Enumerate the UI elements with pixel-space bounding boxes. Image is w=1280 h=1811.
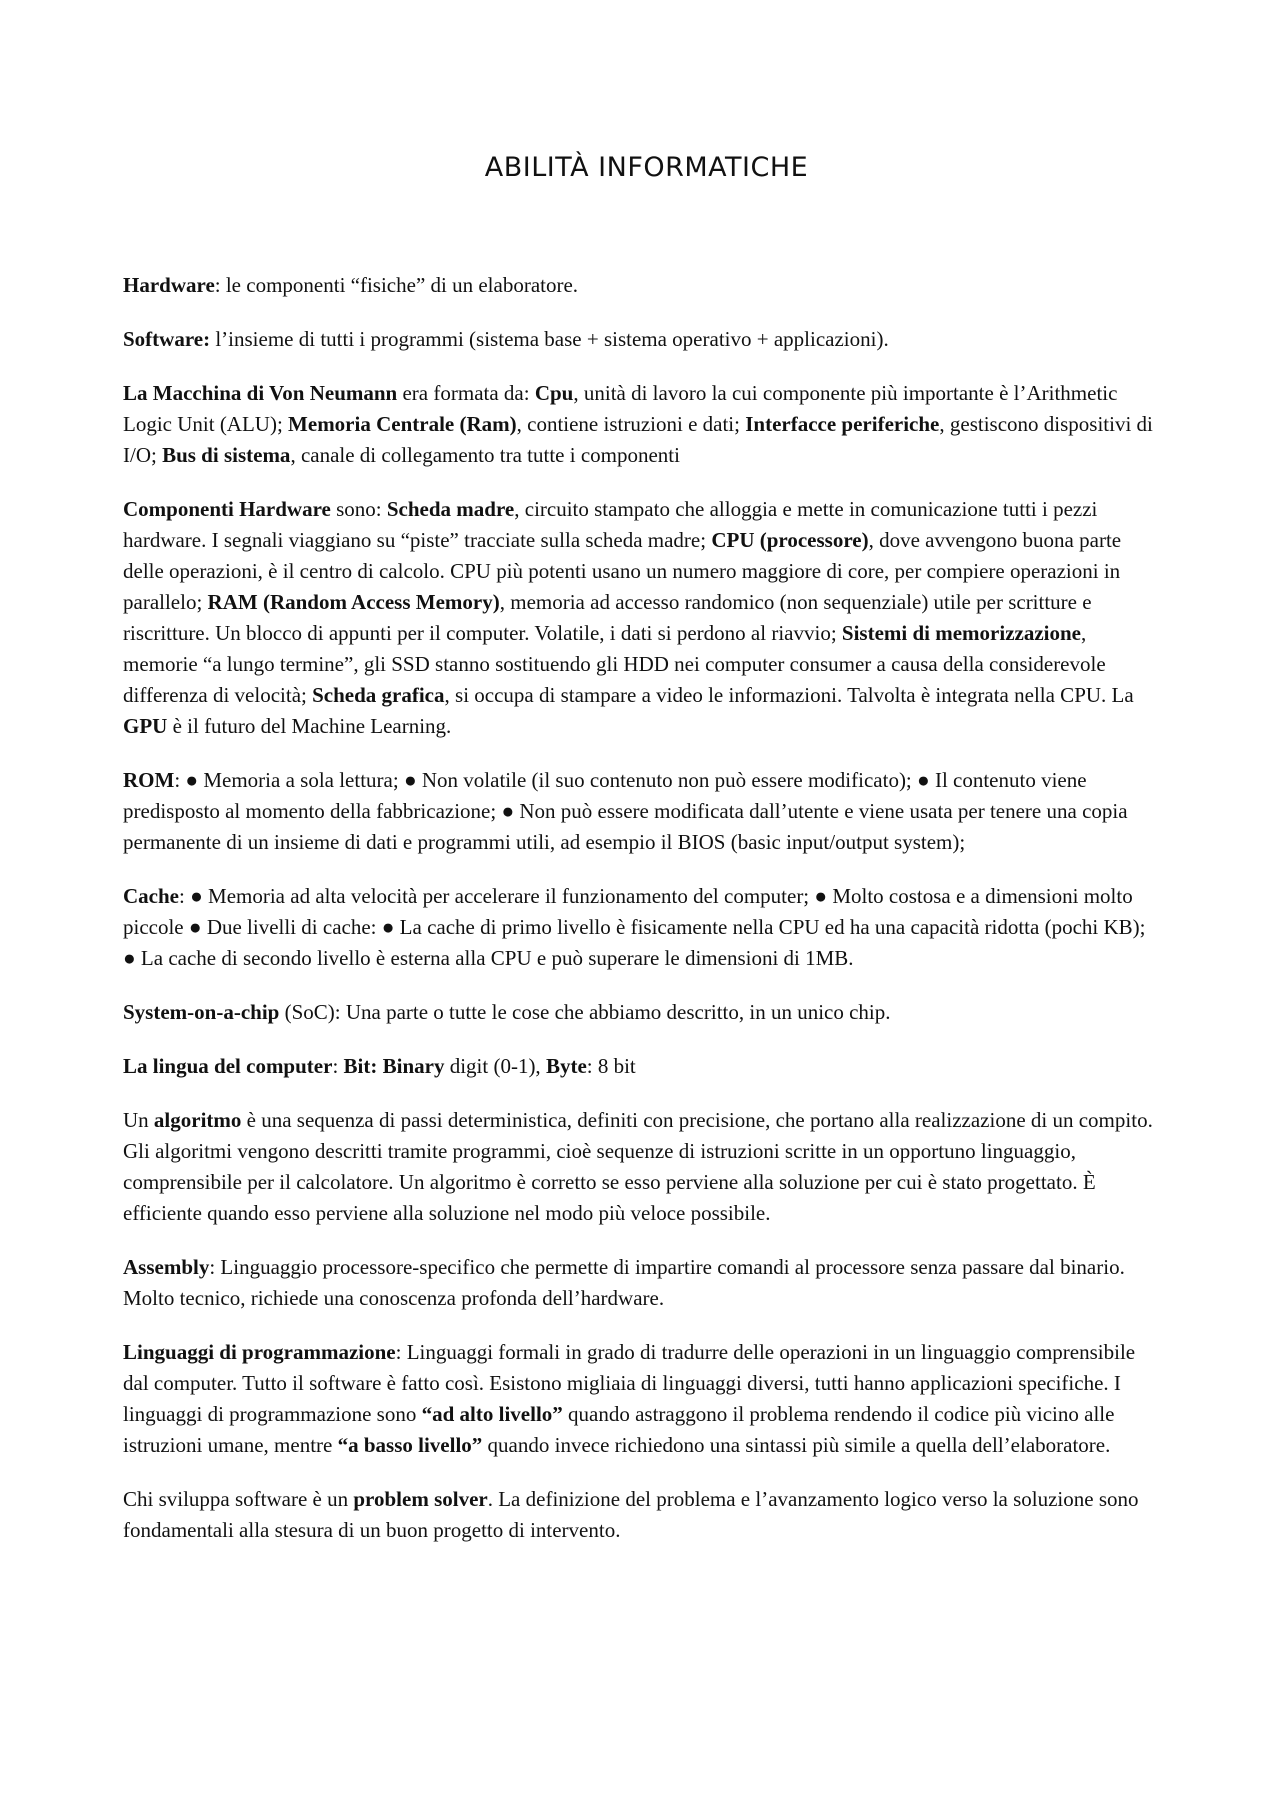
text-run: , unità di lavoro la cui componente più importante è l’Arithmetic Logic Unit (ALU); — [123, 381, 1118, 437]
text-run: , memorie “a lungo termine”, gli SSD stanno sostituendo gli HDD nei computer consumer a causa della considerevole differenza di velocità; — [123, 621, 1106, 708]
bold-term: “ad alto livello” — [421, 1402, 563, 1427]
bold-term: Assembly — [123, 1255, 210, 1280]
document-title: ABILITÀ INFORMATICHE — [484, 152, 809, 183]
paragraph — [123, 1484, 1160, 1546]
bold-term: algoritmo — [153, 1108, 242, 1133]
bold-term: GPU — [123, 714, 168, 739]
bold-term: problem solver — [353, 1487, 488, 1512]
paragraph — [123, 765, 1160, 858]
bold-term: RAM (Random Access Memory) — [207, 590, 500, 615]
text-run: : le componenti “fisiche” di un elaboratore. — [214, 273, 579, 298]
text-run: Chi sviluppa software è un — [123, 1487, 354, 1512]
text-run: : 8 bit — [586, 1054, 636, 1079]
paragraph — [123, 1252, 1160, 1314]
text-run: Un — [123, 1108, 154, 1133]
bold-term: Cache — [123, 884, 179, 909]
bold-term: Linguaggi di programmazione — [123, 1340, 396, 1365]
text-run: : Linguaggio processore-specifico che permette di impartire comandi al processore senza passare dal binario. Molto tecnico, richiede una conoscenza profonda dell’hardware. — [123, 1255, 1125, 1311]
text-run: , dove avvengono buona parte delle operazioni, è il centro di calcolo. CPU più potenti usano un numero maggiore di core, per compiere operazioni in parallelo; — [123, 528, 1122, 615]
text-run: quando astraggono il problema rendendo il codice più vicino alle istruzioni umane, mentre — [123, 1402, 1115, 1458]
bold-term: Software: — [123, 327, 211, 352]
text-run: : — [332, 1054, 344, 1079]
text-run: , si occupa di stampare a video le informazioni. Talvolta è integrata nella CPU. La — [444, 683, 1134, 708]
text-run: quando invece richiedono una sintassi più simile a quella dell’elaboratore. — [482, 1433, 1111, 1458]
text-run: sono: — [330, 497, 387, 522]
text-run: l’insieme di tutti i programmi (sistema base + sistema operativo + applicazioni). — [210, 327, 889, 352]
paragraph — [123, 1337, 1160, 1461]
bold-term: Scheda grafica — [312, 683, 445, 708]
bold-term: Interfacce periferiche — [745, 412, 940, 437]
bold-term: Scheda madre — [386, 497, 515, 522]
paragraph — [123, 1105, 1160, 1229]
bold-term: Sistemi di memorizzazione — [841, 621, 1082, 646]
paragraph — [123, 881, 1160, 974]
paragraph — [123, 1051, 1160, 1082]
text-run: , contiene istruzioni e dati; — [516, 412, 746, 437]
text-run: : ● Memoria ad alta velocità per accelerare il funzionamento del computer; ● Molto costosa e a dimensioni molto piccole ● Due livelli di cache: ● La cache di primo livello è fisicamente nella CPU ed ha una capacità ridotta (pochi KB); ● La cache di secondo livello è esterna alla CPU e può superare le dimensioni di 1MB. — [123, 884, 1146, 971]
bold-term: Componenti Hardware — [123, 497, 331, 522]
bold-term: Bit: Binary — [343, 1054, 445, 1079]
bold-term: La lingua del computer — [123, 1054, 333, 1079]
document-body — [123, 270, 1160, 1546]
bold-term: Hardware — [123, 273, 215, 298]
bold-term: Byte — [545, 1054, 587, 1079]
text-run: , gestiscono dispositivi di I/O; — [123, 412, 1153, 468]
bold-term: Bus di sistema — [162, 443, 291, 468]
text-run: era formata da: — [397, 381, 535, 406]
text-run: : Linguaggi formali in grado di tradurre delle operazioni in un linguaggio comprensibile dal computer. Tutto il software è fatto così. Esistono migliaia di linguaggi diversi, tutti hanno applicazioni specifiche. I linguaggi di programmazione sono — [123, 1340, 1136, 1427]
bold-term: System-on-a-chip — [123, 1000, 280, 1025]
text-run: digit (0-1), — [444, 1054, 546, 1079]
paragraph — [123, 494, 1160, 742]
bold-term: CPU (processore) — [711, 528, 869, 553]
text-run: è una sequenza di passi deterministica, definiti con precisione, che portano alla realizzazione di un compito. Gli algoritmi vengono descritti tramite programmi, cioè sequenze di istruzioni scritte in un opportuno linguaggio, comprensibile per il calcolatore. Un algoritmo è corretto se esso perviene alla soluzione per cui è stato progettato. È efficiente quando esso perviene alla soluzione nel modo più veloce possibile. — [123, 1108, 1153, 1226]
text-run: . La definizione del problema e l’avanzamento logico verso la soluzione sono fondamentali alla stesura di un buon progetto di intervento. — [123, 1487, 1139, 1543]
text-run: , memoria ad accesso randomico (non sequenziale) utile per scritture e riscritture. Un blocco di appunti per il computer. Volatile, i dati si perdono al riavvio; — [123, 590, 1092, 646]
text-run: : ● Memoria a sola lettura; ● Non volatile (il suo contenuto non può essere modificato); ● Il contenuto viene predisposto al momento della fabbricazione; ● Non può essere modificata dall’utente e viene usata per tenere una copia permanente di un insieme di dati e programmi utili, ad esempio il BIOS (basic input/output system); — [123, 768, 1128, 855]
paragraph — [123, 997, 1160, 1028]
text-run: (SoC): Una parte o tutte le cose che abbiamo descritto, in un unico chip. — [279, 1000, 891, 1025]
paragraph — [123, 270, 1160, 301]
paragraph — [123, 324, 1160, 355]
bold-term: “a basso livello” — [337, 1433, 483, 1458]
paragraph — [123, 378, 1160, 471]
text-run: , circuito stampato che alloggia e mette in comunicazione tutti i pezzi hardware. I segnali viaggiano su “piste” tracciate sulla scheda madre; — [123, 497, 1098, 553]
bold-term: Memoria Centrale (Ram) — [288, 412, 517, 437]
bold-term: ROM — [123, 768, 175, 793]
text-run: è il futuro del Machine Learning. — [167, 714, 452, 739]
text-run: , canale di collegamento tra tutte i componenti — [290, 443, 680, 468]
bold-term: La Macchina di Von Neumann — [123, 381, 398, 406]
bold-term: Cpu — [534, 381, 574, 406]
